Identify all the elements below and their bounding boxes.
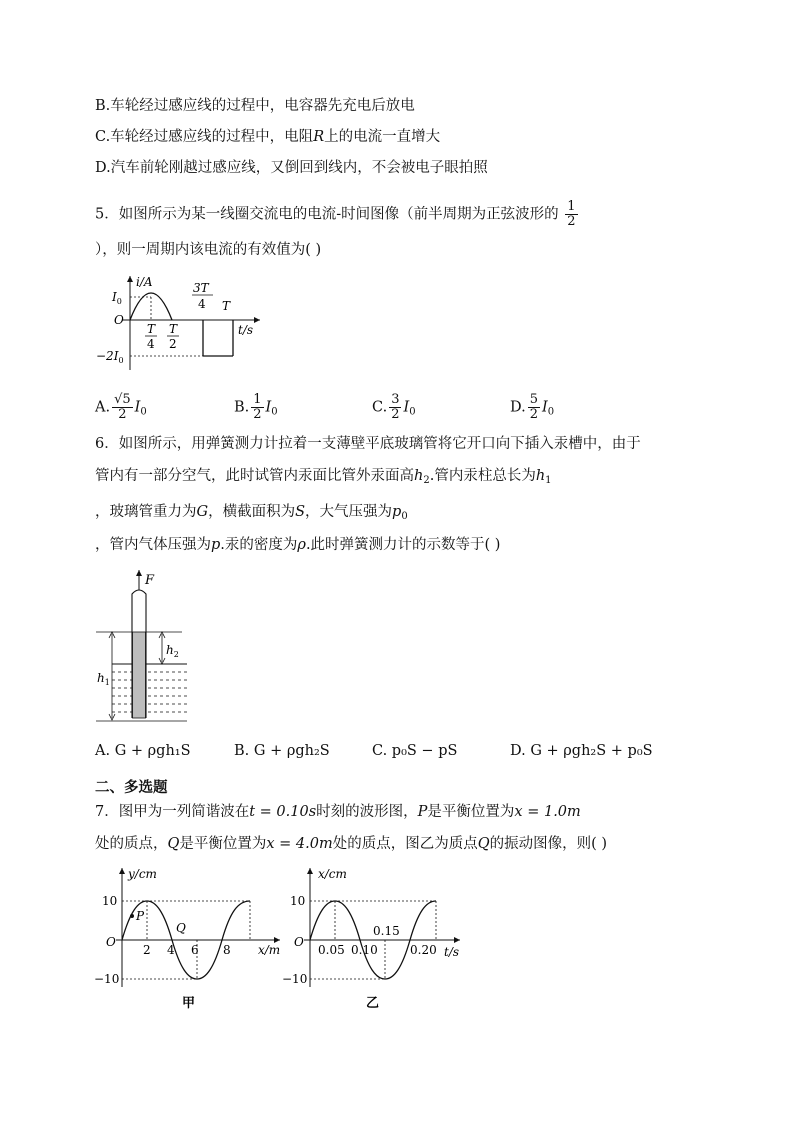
q5-c-sub: 0 [409, 406, 416, 418]
q6-p: p [211, 537, 221, 553]
q6-option-c: C. p₀S − pS [372, 743, 458, 759]
q7b-x-label: t/s [444, 945, 460, 959]
q7b-tick-005: 0.05 [318, 943, 345, 957]
q7-xQ: x = 4.0m [266, 836, 333, 852]
q7-line2-mid: 是平衡位置为 [179, 836, 267, 852]
q7b-tick-020: 0.20 [410, 943, 437, 957]
q5-c-den: 2 [391, 407, 400, 422]
q5-c-num: 3 [391, 392, 400, 407]
q5-a-sub: 0 [140, 406, 147, 418]
q5-a-num: √5 [114, 392, 131, 407]
q7-time: t = 0.10s [249, 804, 317, 820]
q7a-y-neg: −10 [94, 972, 120, 986]
q5-option-c [372, 393, 416, 423]
q5-a-label: A. [95, 399, 111, 416]
q5-option-a [95, 393, 147, 423]
q6-line3 [95, 502, 408, 527]
q7a-tick-8: 8 [223, 943, 231, 957]
q6-force-label: F [145, 573, 155, 588]
q5-option-b [234, 393, 278, 423]
q6-line2-mid: .管内汞柱总长为 [429, 468, 536, 484]
q5-frac-den: 2 [567, 214, 576, 229]
q7-line2-post: 处的质点，图乙为质点 [332, 836, 478, 852]
q6-h1-var: h [535, 468, 546, 484]
q5-current-graph [96, 270, 270, 380]
q5-c-var: I [403, 399, 410, 416]
q5-3t4-den: 4 [198, 297, 206, 311]
q5-i0-label: $I_0$ [112, 290, 122, 306]
q7-line2-end: 的振动图像，则( ) [489, 836, 608, 852]
q6-rho: ρ [297, 537, 306, 553]
q5-stem-fraction [565, 200, 577, 229]
q5-b-den: 2 [253, 407, 262, 422]
q6-mercury-tube-figure [92, 566, 202, 736]
q7b-origin: O [294, 935, 304, 949]
q6-h2-label: $h_2$ [166, 643, 179, 659]
q5-c-label: C. [372, 399, 388, 416]
q7b-y-neg: −10 [282, 972, 308, 986]
q7-wave-graph-a [90, 862, 290, 1012]
q7-line1-pre: 7．图甲为一列简谐波在 [95, 804, 250, 820]
q5-x-label: t/s [238, 323, 254, 337]
q6-mercury-hatching [112, 664, 187, 712]
q5-a-den: 2 [118, 407, 127, 422]
section-heading-multiple-choice: 二、多选题 [95, 779, 168, 796]
q6-line3-mid: ，横截面积为 [208, 504, 296, 520]
q7a-tick-6: 6 [191, 943, 199, 957]
q5-d-label: D. [510, 399, 526, 416]
q7a-tick-4: 4 [167, 943, 175, 957]
q6-line4-post: .此时弹簧测力计的示数等于( ) [305, 537, 501, 553]
q6-p0: p [392, 504, 402, 520]
q7-vibration-graph-b [282, 862, 468, 1012]
q5-d-sub: 0 [547, 406, 555, 418]
q7-line1-mid: 时刻的波形图， [316, 804, 418, 820]
q5-t2-den: 2 [169, 337, 177, 351]
q4-option-b: B.车轮经过感应线的过程中，电容器先充电后放电 [95, 98, 415, 114]
q5-neg-label: $-2I_0$ [96, 349, 124, 365]
q5-stem-line2: ），则一周期内该电流的有效值为( ) [95, 242, 322, 258]
q5-stem-line1 [95, 200, 580, 229]
q5-t2-num: T [169, 322, 178, 336]
q6-line4-mid: .汞的密度为 [220, 537, 298, 553]
q7a-y-label: y/cm [128, 867, 157, 881]
q6-h2-var: h [414, 468, 424, 484]
q5-b-num: 1 [253, 392, 262, 407]
q6-line4-pre: ，管内气体压强为 [95, 537, 211, 553]
q7-line2 [95, 834, 607, 854]
q7b-caption: 乙 [366, 996, 380, 1011]
q5-d-frac [528, 393, 540, 422]
q7b-y-pos: 10 [290, 894, 306, 908]
q7a-x-label: x/m [258, 943, 281, 957]
q5-3t4-num: 3T [193, 281, 209, 295]
q6-mercury-column [133, 632, 146, 718]
q6-line3-post: ，大气压强为 [305, 504, 393, 520]
q7a-y-pos: 10 [102, 894, 118, 908]
q5-t-label: T [222, 299, 231, 313]
q6-option-d: D. G + ρgh₂S + p₀S [510, 743, 653, 759]
q6-h1-sub: 1 [545, 475, 552, 486]
q7a-label-q: Q [176, 921, 186, 935]
q7-Q: Q [167, 836, 180, 852]
q6-line2-pre: 管内有一部分空气，此时试管内汞面比管外汞面高 [95, 468, 414, 484]
q4-option-c-post: 上的电流一直增大 [324, 129, 441, 145]
q6-p0-sub: 0 [401, 511, 408, 522]
q6-S: S [295, 504, 306, 520]
q5-t4-num: T [147, 322, 156, 336]
q6-option-a: A. G + ρgh₁S [95, 743, 191, 759]
q6-h1-label: $h_1$ [97, 671, 110, 687]
q5-origin: O [114, 313, 124, 327]
q4-option-c-var: R [313, 129, 325, 145]
q5-t4-den: 4 [147, 337, 155, 351]
q4-option-d: D.汽车前轮刚越过感应线，又倒回到线内，不会被电子眼拍照 [95, 160, 488, 176]
q4-option-c-pre: C.车轮经过感应线的过程中，电阻 [95, 129, 314, 145]
q5-d-var: I [542, 399, 548, 416]
q5-b-label: B. [234, 399, 250, 416]
q7a-tick-2: 2 [143, 943, 151, 957]
q7-P: P [417, 804, 428, 820]
q7-line1 [95, 802, 581, 822]
q5-option-d [510, 393, 554, 423]
q7a-origin: O [106, 935, 116, 949]
q6-h2-sub: 2 [423, 475, 430, 486]
q5-b-sub: 0 [271, 406, 278, 418]
q5-y-label: i/A [136, 275, 153, 289]
q7a-label-p: P [136, 909, 145, 923]
q7a-point-p [130, 914, 134, 918]
q5-a-frac [112, 393, 133, 422]
q5-d-num: 5 [529, 392, 538, 407]
q6-option-b: B. G + ρgh₂S [234, 743, 330, 759]
q5-frac-num: 1 [567, 199, 576, 214]
q7b-y-label: x/cm [318, 867, 347, 881]
q7-Q2: Q [477, 836, 490, 852]
q7b-tick-010: 0.10 [351, 943, 378, 957]
q7-xP: x = 1.0m [514, 804, 581, 820]
q5-a-var: I [134, 399, 141, 416]
q5-d-den: 2 [529, 407, 538, 422]
q6-G: G [196, 504, 209, 520]
q6-line3-pre: ，玻璃管重力为 [95, 504, 197, 520]
q5-b-frac [251, 393, 263, 422]
q7-line1-post: 是平衡位置为 [427, 804, 515, 820]
q7b-tick-015: 0.15 [373, 924, 400, 938]
q6-line4 [95, 535, 500, 555]
q7a-caption: 甲 [182, 996, 196, 1011]
q7-line2-pre: 处的质点， [95, 836, 168, 852]
q6-line2 [95, 466, 552, 491]
q5-stem-text: 5．如图所示为某一线圈交流电的电流-时间图像（前半周期为正弦波形的 [95, 206, 559, 223]
q4-option-c [95, 127, 440, 147]
q5-c-frac [389, 393, 401, 422]
q6-line1: 6．如图所示，用弹簧测力计拉着一支薄壁平底玻璃管将它开口向下插入汞槽中，由于 [95, 436, 641, 452]
q5-b-var: I [265, 399, 272, 416]
